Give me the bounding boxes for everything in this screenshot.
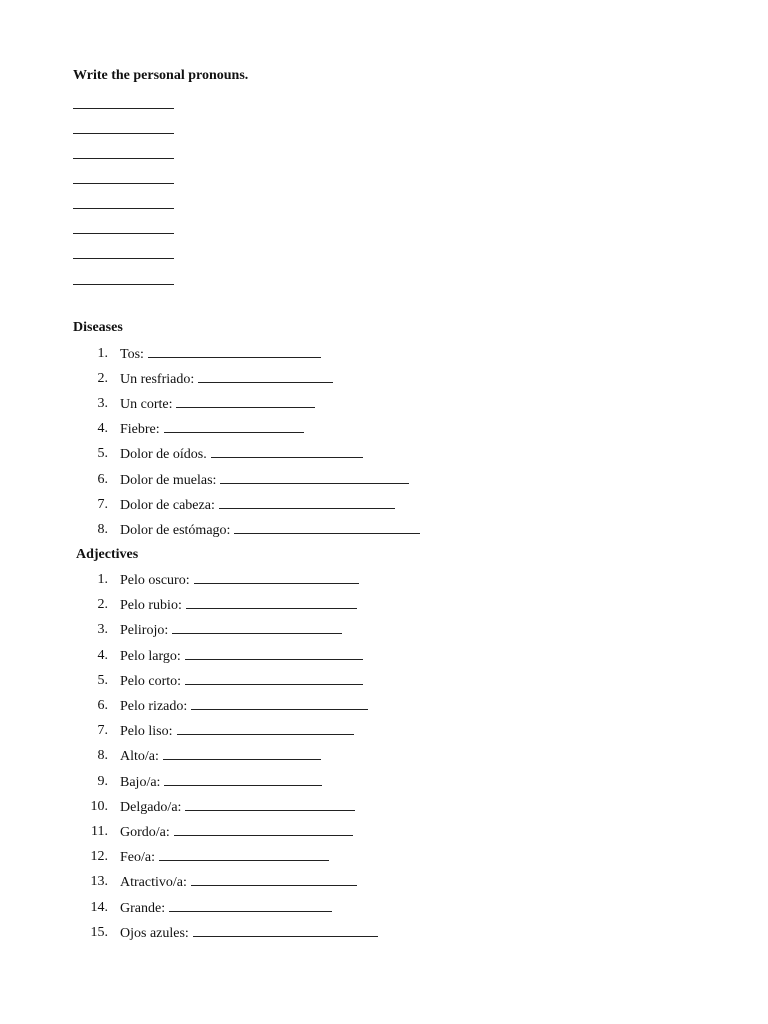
- item-label: Delgado/a:: [120, 799, 182, 815]
- item-label-group: [120, 799, 355, 816]
- item-number: 3.: [97, 622, 108, 638]
- answer-blank[interactable]: [172, 622, 342, 634]
- item-label-group: [120, 371, 333, 388]
- pronoun-blank-line[interactable]: [73, 208, 174, 209]
- item-label-group: [120, 723, 354, 740]
- item-number: 7.: [97, 496, 108, 512]
- answer-blank[interactable]: [220, 472, 409, 484]
- adjectives-heading: Adjectives: [76, 547, 139, 562]
- pronoun-blank-line[interactable]: [73, 233, 174, 234]
- answer-blank[interactable]: [148, 346, 321, 358]
- item-number: 5.: [97, 446, 108, 462]
- item-label: Tos:: [120, 347, 144, 362]
- pronouns-heading: Write the personal pronouns.: [73, 68, 249, 83]
- item-number: 12.: [90, 849, 108, 865]
- item-label: Gordo/a:: [120, 825, 170, 840]
- item-label: Un corte:: [120, 397, 173, 413]
- item-label: Dolor de oídos.: [120, 447, 207, 463]
- item-label: Pelirojo:: [120, 623, 169, 639]
- pronoun-blank-line[interactable]: [73, 133, 174, 134]
- item-label-group: [120, 698, 368, 715]
- item-number: 9.: [97, 773, 108, 789]
- item-label-group: [120, 673, 363, 690]
- answer-blank[interactable]: [185, 673, 363, 685]
- item-label: Dolor de cabeza:: [120, 497, 215, 513]
- item-label-group: [120, 522, 420, 539]
- pronoun-blank-line[interactable]: [73, 108, 174, 109]
- item-number: 4.: [97, 421, 108, 437]
- item-label: Pelo rubio:: [120, 598, 182, 614]
- diseases-heading: Diseases: [73, 320, 123, 335]
- item-label: Bajo/a:: [120, 774, 161, 790]
- item-label: Grande:: [120, 900, 166, 916]
- item-number: 5.: [97, 672, 108, 688]
- item-label-group: [120, 900, 332, 917]
- item-number: 2.: [97, 597, 108, 613]
- answer-blank[interactable]: [211, 446, 363, 458]
- answer-blank[interactable]: [169, 900, 332, 912]
- answer-blank[interactable]: [186, 597, 357, 609]
- item-label-group: [120, 346, 321, 363]
- answer-blank[interactable]: [194, 572, 359, 584]
- pronoun-blank-line[interactable]: [73, 284, 174, 285]
- item-number: 1.: [97, 346, 108, 361]
- answer-blank[interactable]: [191, 698, 368, 710]
- item-label-group: [120, 472, 409, 489]
- item-label: Pelo corto:: [120, 673, 182, 689]
- answer-blank[interactable]: [185, 648, 363, 660]
- item-number: 3.: [97, 396, 108, 412]
- item-label-group: [120, 925, 378, 942]
- item-number: 6.: [97, 698, 108, 713]
- answer-blank[interactable]: [185, 799, 355, 811]
- item-label: Un resfriado:: [120, 372, 195, 388]
- item-label-group: [120, 774, 322, 791]
- answer-blank[interactable]: [198, 371, 333, 383]
- answer-blank[interactable]: [219, 497, 395, 509]
- answer-blank[interactable]: [174, 824, 353, 836]
- item-label-group: [120, 748, 321, 765]
- item-label-group: [120, 824, 353, 841]
- item-label: Feo/a:: [120, 850, 155, 866]
- item-number: 1.: [97, 572, 108, 587]
- item-label: Atractivo/a:: [120, 875, 187, 891]
- item-number: 11.: [91, 824, 108, 839]
- item-number: 13.: [90, 874, 108, 890]
- item-label: Fiebre:: [120, 422, 160, 438]
- item-label-group: [120, 396, 315, 413]
- item-label-group: [120, 421, 304, 438]
- item-label-group: [120, 648, 363, 665]
- item-label: Pelo liso:: [120, 724, 173, 740]
- item-number: 15.: [90, 924, 108, 940]
- answer-blank[interactable]: [177, 723, 354, 735]
- answer-blank[interactable]: [159, 849, 329, 861]
- item-label-group: [120, 446, 363, 463]
- pronoun-blank-line[interactable]: [73, 258, 174, 259]
- item-label: Ojos azules:: [120, 925, 189, 941]
- answer-blank[interactable]: [163, 748, 321, 760]
- item-number: 10.: [90, 798, 108, 814]
- item-number: 7.: [97, 723, 108, 739]
- item-label-group: [120, 849, 329, 866]
- item-label-group: [120, 874, 357, 891]
- item-number: 8.: [97, 748, 108, 764]
- answer-blank[interactable]: [191, 874, 357, 886]
- item-label: Alto/a:: [120, 749, 159, 765]
- answer-blank[interactable]: [164, 774, 322, 786]
- item-number: 4.: [97, 647, 108, 663]
- answer-blank[interactable]: [176, 396, 315, 408]
- item-label: Pelo oscuro:: [120, 573, 190, 588]
- item-label-group: [120, 597, 357, 614]
- answer-blank[interactable]: [234, 522, 420, 534]
- item-label: Dolor de estómago:: [120, 522, 231, 538]
- item-label: Pelo largo:: [120, 648, 181, 664]
- answer-blank[interactable]: [164, 421, 304, 433]
- item-number: 6.: [97, 471, 108, 487]
- pronoun-blank-line[interactable]: [73, 158, 174, 159]
- answer-blank[interactable]: [193, 925, 378, 937]
- item-number: 14.: [90, 899, 108, 915]
- pronoun-blank-line[interactable]: [73, 183, 174, 184]
- item-number: 8.: [97, 521, 108, 537]
- item-label-group: [120, 622, 342, 639]
- item-label-group: [120, 572, 359, 589]
- item-label: Dolor de muelas:: [120, 472, 217, 488]
- item-label-group: [120, 497, 395, 514]
- item-label: Pelo rizado:: [120, 699, 188, 714]
- item-number: 2.: [97, 371, 108, 387]
